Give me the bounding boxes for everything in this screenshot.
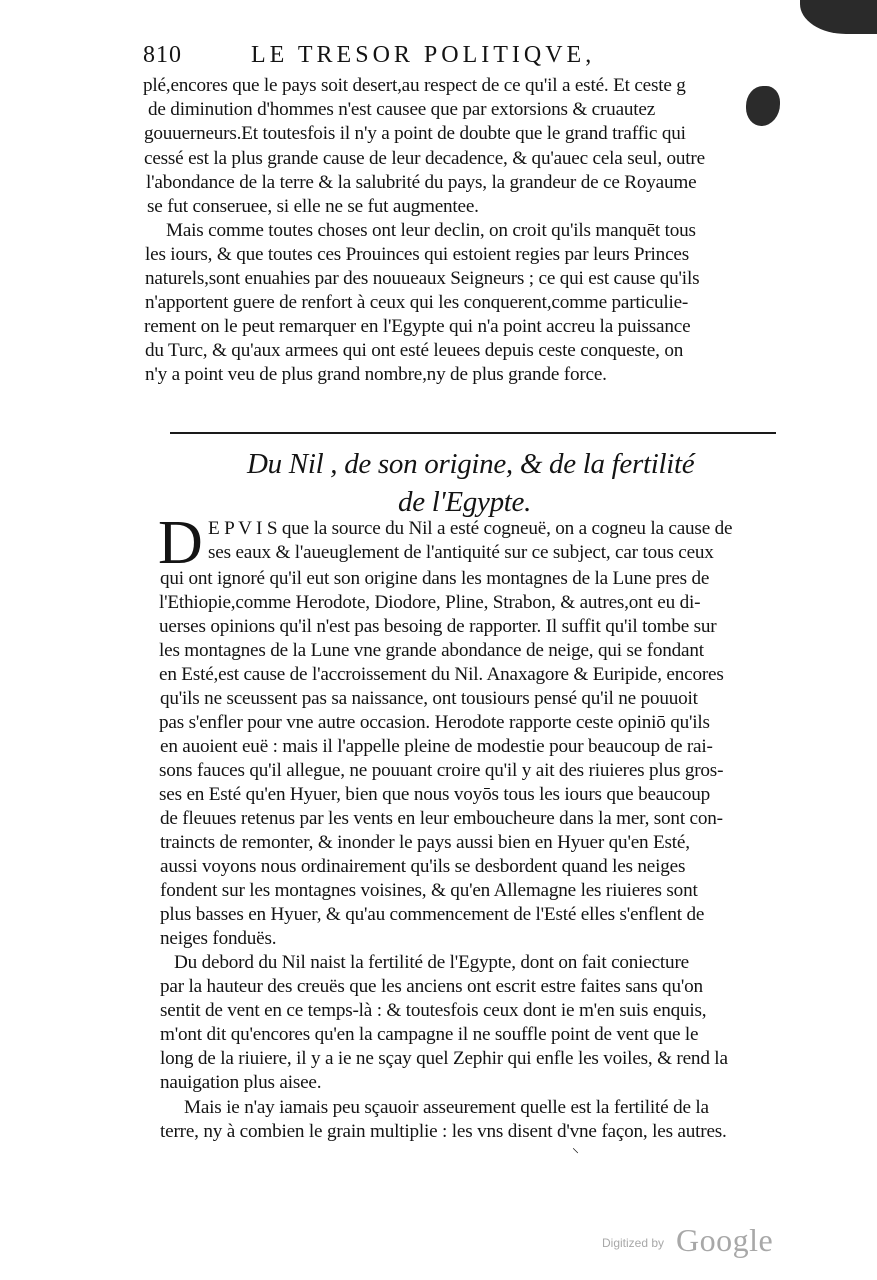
body-text-line: terre, ny à combien le grain multiplie : les vns disent d'vne façon, les autres.	[160, 1121, 727, 1142]
ink-blot-corner	[800, 0, 877, 34]
body-text-line: plus basses en Hyuer, & qu'au commencement de l'Esté elles s'enflent de	[160, 904, 705, 925]
running-head	[143, 42, 783, 72]
body-text-line: sons fauces qu'il allegue, ne pouuant croire qu'il y ait des riuieres plus gros-	[159, 760, 724, 781]
body-text-line: ses eaux & l'aueuglement de l'antiquité sur ce subject, car tous ceux	[208, 542, 714, 563]
preceding-text-line: Mais comme toutes choses ont leur declin, on croit qu'ils manquēt tous	[166, 220, 696, 241]
body-text-line: en auoient euë : mais il l'appelle pleine de modestie pour beaucoup de rai-	[160, 736, 713, 757]
body-text-line: qu'ils ne sceussent pas sa naissance, ont tousiours pensé qu'il ne pouuoit	[160, 688, 698, 709]
preceding-text-line: plé,encores que le pays soit desert,au respect de ce qu'il a esté. Et ceste g	[143, 75, 686, 96]
google-logo: Google	[676, 1222, 774, 1258]
body-text-line: long de la riuiere, il y a ie ne sçay quel Zephir qui enfle les voiles, & rend la	[160, 1048, 728, 1069]
stray-mark: ⸌	[572, 1147, 579, 1162]
preceding-text-line: de diminution d'hommes n'est causee que par extorsions & cruautez	[148, 99, 656, 120]
section-title-line-2: de l'Egypte.	[398, 486, 532, 518]
body-text-line: uerses opinions qu'il n'est pas besoing de rapporter. Il suffit qu'il tombe sur	[159, 616, 717, 637]
preceding-text-line: n'apportent guere de renfort à ceux qui les conquerent,comme particulie-	[145, 292, 689, 313]
body-text-line: par la hauteur des creuës que les anciens ont escrit estre faites sans qu'on	[160, 976, 703, 997]
preceding-text-line: n'y a point veu de plus grand nombre,ny de plus grande force.	[145, 364, 607, 385]
preceding-text-line: gouuerneurs.Et toutesfois il n'y a point de doubte que le grand traffic qui	[144, 123, 686, 144]
body-text-line: pas s'enfler pour vne autre occasion. Herodote rapporte ceste opiniō qu'ils	[159, 712, 710, 733]
body-text-line: Du debord du Nil naist la fertilité de l'Egypte, dont on fait coniecture	[174, 952, 689, 973]
section-divider	[170, 432, 776, 434]
body-text-line: aussi voyons nous ordinairement qu'ils se desbordent quand les neiges	[160, 856, 686, 877]
body-text-line: ses en Esté qu'en Hyuer, bien que nous voyōs tous les iours que beaucoup	[159, 784, 711, 805]
preceding-text-line: les iours, & que toutes ces Prouinces qui estoient regies par leurs Princes	[145, 244, 689, 265]
body-text-line: nauigation plus aisee.	[160, 1072, 322, 1093]
body-text-line: les montagnes de la Lune vne grande abondance de neige, qui se fondant	[159, 640, 704, 661]
preceding-text-line: du Turc, & qu'aux armees qui ont esté leuees depuis ceste conqueste, on	[145, 340, 684, 361]
page-number: 810	[143, 42, 182, 68]
body-text-line: neiges fonduës.	[160, 928, 277, 949]
body-text-line: en Esté,est cause de l'accroissement du Nil. Anaxagore & Euripide, encores	[159, 664, 724, 685]
body-text-line: sentit de vent en ce temps-là : & toutesfois ceux dont ie m'en suis enquis,	[160, 1000, 707, 1021]
section-title-line-1: Du Nil , de son origine, & de la fertilité	[247, 448, 695, 480]
preceding-text-line: rement on le peut remarquer en l'Egypte qui n'a point accreu la puissance	[144, 316, 691, 337]
body-text-line: de fleuues retenus par les vents en leur emboucheure dans la mer, sont con-	[160, 808, 723, 829]
preceding-text-line: se fut conseruee, si elle ne se fut augmentee.	[147, 196, 479, 217]
preceding-text-line: l'abondance de la terre & la salubrité du pays, la grandeur de ce Royaume	[146, 172, 697, 193]
body-text-line: m'ont dit qu'encores qu'en la campagne il ne souffle point de vent que le	[160, 1024, 699, 1045]
ink-blot-edge	[746, 86, 780, 126]
body-text-line: E P V I S que la source du Nil a esté cogneuë, on a cogneu la cause de	[208, 518, 733, 539]
google-watermark	[602, 1222, 782, 1262]
watermark-prefix: Digitized by	[602, 1236, 665, 1250]
body-text-line: fondent sur les montagnes voisines, & qu'en Allemagne les riuieres sont	[160, 880, 698, 901]
body-text-line: Mais ie n'ay iamais peu sçauoir asseurement quelle est la fertilité de la	[184, 1097, 709, 1118]
running-title: LE TRESOR POLITIQVE,	[251, 42, 596, 68]
drop-cap: D	[158, 509, 203, 577]
preceding-text-line: naturels,sont enuahies par des nouueaux Seigneurs ; ce qui est cause qu'ils	[145, 268, 700, 289]
body-text-line: traincts de remonter, & inonder le pays aussi bien en Hyuer qu'en Esté,	[160, 832, 690, 853]
preceding-text-line: cessé est la plus grande cause de leur decadence, & qu'auec cela seul, outre	[144, 148, 705, 169]
body-text-line: l'Ethiopie,comme Herodote, Diodore, Pline, Strabon, & autres,ont eu di-	[159, 592, 701, 613]
body-text-line: qui ont ignoré qu'il eut son origine dans les montagnes de la Lune pres de	[160, 568, 710, 589]
